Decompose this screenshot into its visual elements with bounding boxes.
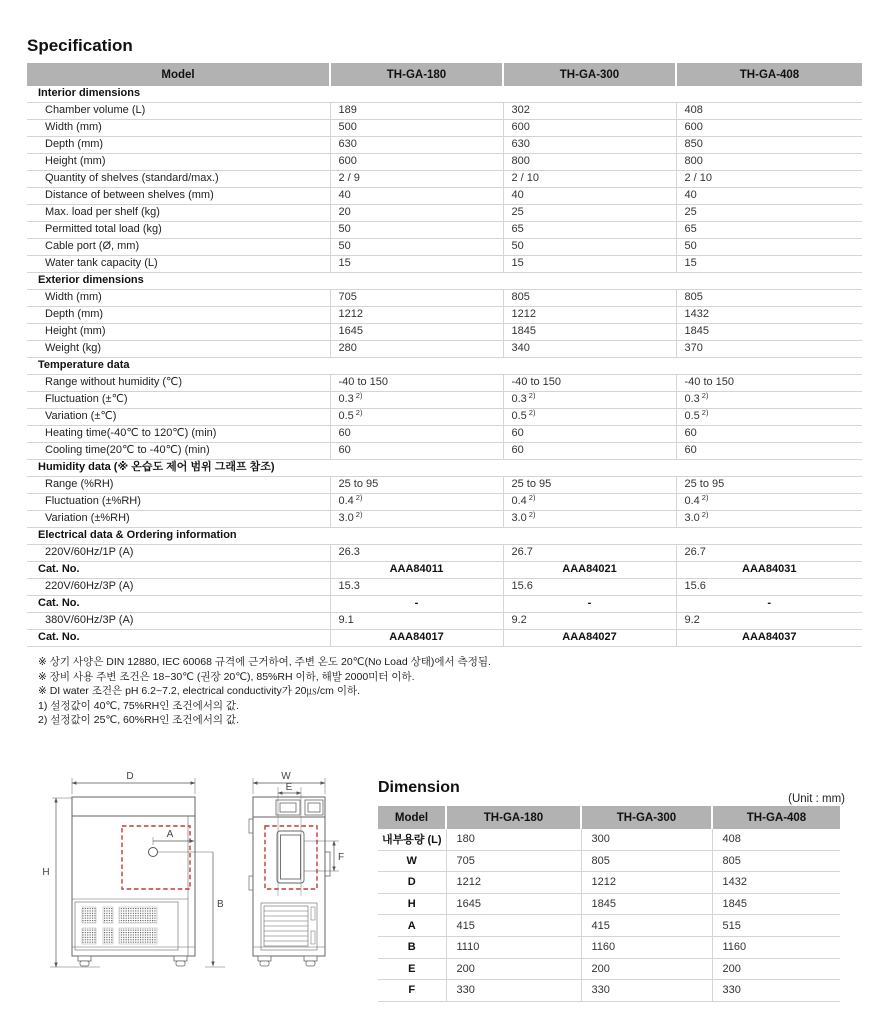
cell-value: 0.4 $^{2)}$	[676, 494, 862, 511]
spec-data-row	[27, 392, 862, 409]
footnote-ref: 2)	[528, 493, 536, 502]
spec-data-row	[27, 613, 862, 630]
cell-value: 1212	[503, 307, 676, 324]
cell-value: 705	[330, 290, 503, 307]
side-view-drawing	[72, 797, 195, 966]
cell-value: AAA84011	[330, 562, 503, 579]
cell-value: 3.0 $^{2)}$	[503, 511, 676, 528]
cell-value: 15.6	[676, 579, 862, 596]
cell-value: 3.0 $^{2)}$	[330, 511, 503, 528]
cell-value: -	[676, 596, 862, 613]
section-header: Temperature data	[27, 358, 862, 375]
cell-value: 1160	[581, 936, 712, 958]
cell-value: 630	[330, 137, 503, 154]
cell-value: 3.0 $^{2)}$	[676, 511, 862, 528]
cell-value: 50	[503, 239, 676, 256]
section-header: Exterior dimensions	[27, 273, 862, 290]
cell-value: 600	[330, 154, 503, 171]
cell-value: 280	[330, 341, 503, 358]
caster-feet	[258, 956, 317, 966]
row-label: B	[378, 936, 446, 958]
cell-value: 60	[330, 443, 503, 460]
spec-data-row	[27, 443, 862, 460]
row-label: Width (mm)	[27, 120, 330, 137]
row-label: Range (%RH)	[27, 477, 330, 494]
footnote-ref: 2)	[355, 391, 363, 400]
row-label: Depth (mm)	[27, 137, 330, 154]
spec-data-row	[27, 579, 862, 596]
cell-value: 1110	[446, 936, 581, 958]
cell-value: 0.3 $^{2)}$	[503, 392, 676, 409]
spec-data-row	[27, 409, 862, 426]
footnote-ref: 2)	[355, 493, 363, 502]
row-label: Cat. No.	[27, 630, 330, 647]
footnotes	[38, 655, 491, 728]
row-label: Height (mm)	[27, 154, 330, 171]
footnote-line: ※ DI water 조건은 pH 6.2~7.2, electrical conductivity가 20㎲/cm 이하.	[38, 685, 361, 698]
cell-value: 0.5 $^{2)}$	[503, 409, 676, 426]
spec-section-row	[27, 528, 862, 545]
footnote-line: 1) 설정값이 40℃, 75%RH인 조건에서의 값.	[38, 699, 239, 712]
row-label: 220V/60Hz/3P (A)	[27, 579, 330, 596]
row-label: Permitted total load (kg)	[27, 222, 330, 239]
row-label: Height (mm)	[27, 324, 330, 341]
spec-col-header-1: TH-GA-180	[330, 63, 503, 86]
specification-title: Specification	[27, 36, 133, 55]
cell-value: 60	[503, 426, 676, 443]
row-label: Variation (±%RH)	[27, 511, 330, 528]
cell-value: 800	[503, 154, 676, 171]
cell-value: 408	[712, 829, 840, 850]
cell-value: 60	[676, 426, 862, 443]
spec-table-header	[27, 63, 862, 86]
row-label: Max. load per shelf (kg)	[27, 205, 330, 222]
cell-value: 1212	[330, 307, 503, 324]
spec-data-row	[27, 120, 862, 137]
spec-section-row	[27, 358, 862, 375]
cell-value: 180	[446, 829, 581, 850]
cell-value: 65	[503, 222, 676, 239]
cell-value: AAA84021	[503, 562, 676, 579]
cell-value: 408	[676, 103, 862, 120]
cell-value: 0.3 $^{2)}$	[330, 392, 503, 409]
cell-value: 15	[330, 256, 503, 273]
cell-value: 65	[676, 222, 862, 239]
cell-value: 1845	[676, 324, 862, 341]
row-label: Fluctuation (±%RH)	[27, 494, 330, 511]
cell-value: 800	[676, 154, 862, 171]
spec-col-header-0: Model	[27, 63, 330, 86]
spec-data-row	[27, 222, 862, 239]
cell-value: 15	[503, 256, 676, 273]
footnote-ref: 2)	[528, 510, 536, 519]
footnote-ref: 2)	[355, 408, 363, 417]
row-label: 내부용량 (L)	[378, 829, 446, 850]
spec-data-row	[27, 307, 862, 324]
label-B: B	[217, 899, 224, 910]
section-header: Electrical data & Ordering information	[27, 528, 862, 545]
row-label: E	[378, 958, 446, 980]
dim-data-row	[378, 829, 840, 850]
cell-value: AAA84037	[676, 630, 862, 647]
row-label: Cat. No.	[27, 596, 330, 613]
door-handle	[325, 852, 330, 876]
cell-value: 200	[581, 958, 712, 980]
row-label: D	[378, 872, 446, 894]
spec-section-row	[27, 460, 862, 477]
row-label: H	[378, 893, 446, 915]
row-label: Heating time(-40℃ to 120℃) (min)	[27, 426, 330, 443]
cell-value: -40 to 150	[676, 375, 862, 392]
cell-value: 2 / 10	[676, 171, 862, 188]
dim-data-row	[378, 915, 840, 937]
cell-value: 50	[676, 239, 862, 256]
cell-value: 26.3	[330, 545, 503, 562]
row-label: Distance of between shelves (mm)	[27, 188, 330, 205]
unit-label: (Unit : mm)	[788, 793, 845, 805]
footnote-line: ※ 장비 사용 주변 조건은 18~30℃ (권장 20℃), 85%RH 이하, 해발 2000미터 이하.	[38, 670, 415, 683]
cell-value: 630	[503, 137, 676, 154]
spec-section-row	[27, 86, 862, 103]
dimension-diagram	[20, 764, 365, 979]
cell-value: 25 to 95	[330, 477, 503, 494]
cell-value: 25	[676, 205, 862, 222]
footnote-line: ※ 상기 사양은 DIN 12880, IEC 60068 규격에 근거하여, 주변 온도 20℃(No Load 상태)에서 측정됨.	[38, 656, 491, 668]
cell-value: 415	[446, 915, 581, 937]
row-label: Weight (kg)	[27, 341, 330, 358]
front-view-drawing	[249, 797, 330, 966]
spec-data-row	[27, 477, 862, 494]
label-E: E	[285, 782, 293, 793]
row-label: 380V/60Hz/3P (A)	[27, 613, 330, 630]
spec-cat-row	[27, 630, 862, 647]
label-D: D	[126, 771, 134, 782]
cell-value: 415	[581, 915, 712, 937]
row-label: Cable port (Ø, mm)	[27, 239, 330, 256]
cell-value: 705	[446, 850, 581, 872]
spec-data-row	[27, 137, 862, 154]
cell-value: 9.1	[330, 613, 503, 630]
footnote-ref: 2)	[701, 510, 709, 519]
dim-data-row	[378, 872, 840, 894]
label-A: A	[166, 829, 174, 840]
spec-data-row	[27, 375, 862, 392]
cell-value: 40	[503, 188, 676, 205]
spec-data-row	[27, 239, 862, 256]
spec-data-row	[27, 341, 862, 358]
cell-value: 1160	[712, 936, 840, 958]
footnote-ref: 2)	[528, 408, 536, 417]
cell-value: -40 to 150	[503, 375, 676, 392]
cell-value: 9.2	[676, 613, 862, 630]
cell-value: 0.5 $^{2)}$	[330, 409, 503, 426]
row-label: Fluctuation (±℃)	[27, 392, 330, 409]
row-label: Cooling time(20℃ to -40℃) (min)	[27, 443, 330, 460]
row-label: Variation (±℃)	[27, 409, 330, 426]
row-label: Chamber volume (L)	[27, 103, 330, 120]
section-header: Humidity data (※ 온습도 제어 범위 그래프 참조)	[27, 460, 862, 477]
cell-value: -	[503, 596, 676, 613]
cell-value: 300	[581, 829, 712, 850]
spec-data-row	[27, 188, 862, 205]
cell-value: 515	[712, 915, 840, 937]
caster-feet	[78, 956, 187, 966]
row-label: 220V/60Hz/1P (A)	[27, 545, 330, 562]
cell-value: 805	[712, 850, 840, 872]
cell-value: 0.3 $^{2)}$	[676, 392, 862, 409]
spec-data-row	[27, 426, 862, 443]
dim-table-header	[378, 806, 840, 829]
cell-value: 15.6	[503, 579, 676, 596]
cell-value: 50	[330, 239, 503, 256]
cell-value: 200	[446, 958, 581, 980]
cell-value: 1432	[676, 307, 862, 324]
cell-value: 0.4 $^{2)}$	[503, 494, 676, 511]
spec-data-row	[27, 494, 862, 511]
cell-value: 850	[676, 137, 862, 154]
cell-value: 25	[503, 205, 676, 222]
cell-value: 9.2	[503, 613, 676, 630]
cell-value: 1645	[446, 893, 581, 915]
label-H: H	[42, 867, 50, 878]
cell-value: 26.7	[676, 545, 862, 562]
cell-value: 40	[330, 188, 503, 205]
cell-value: 1212	[581, 872, 712, 894]
row-label: Quantity of shelves (standard/max.)	[27, 171, 330, 188]
row-label: Width (mm)	[27, 290, 330, 307]
cell-value: 200	[712, 958, 840, 980]
row-label: A	[378, 915, 446, 937]
spec-data-row	[27, 290, 862, 307]
footnote-ref: 2)	[528, 391, 536, 400]
footnote-ref: 2)	[701, 408, 709, 417]
spec-cat-row	[27, 562, 862, 579]
section-header: Interior dimensions	[27, 86, 862, 103]
spec-cat-row	[27, 596, 862, 613]
cell-value: 500	[330, 120, 503, 137]
spec-data-row	[27, 154, 862, 171]
label-W: W	[281, 771, 291, 782]
spec-data-row	[27, 324, 862, 341]
cell-value: 805	[503, 290, 676, 307]
dim-data-row	[378, 958, 840, 980]
cell-value: AAA84027	[503, 630, 676, 647]
cell-value: 20	[330, 205, 503, 222]
cell-value: 40	[676, 188, 862, 205]
row-label: F	[378, 980, 446, 1002]
cell-value: 805	[676, 290, 862, 307]
cell-value: 15	[676, 256, 862, 273]
row-label: Cat. No.	[27, 562, 330, 579]
dim-data-row	[378, 893, 840, 915]
cell-value: AAA84031	[676, 562, 862, 579]
row-label: Depth (mm)	[27, 307, 330, 324]
cell-value: 0.5 $^{2)}$	[676, 409, 862, 426]
row-label: W	[378, 850, 446, 872]
spec-section-row	[27, 273, 862, 290]
cell-value: 370	[676, 341, 862, 358]
spec-data-row	[27, 256, 862, 273]
dim-col-header-2: TH-GA-300	[581, 806, 712, 829]
row-label: Water tank capacity (L)	[27, 256, 330, 273]
cell-value: 15.3	[330, 579, 503, 596]
cell-value: 0.4 $^{2)}$	[330, 494, 503, 511]
spec-col-header-3: TH-GA-408	[676, 63, 862, 86]
footnote-ref: 2)	[701, 493, 709, 502]
spec-data-row	[27, 103, 862, 120]
cell-value: 600	[503, 120, 676, 137]
cell-value: 1432	[712, 872, 840, 894]
cell-value: 340	[503, 341, 676, 358]
footnote-ref: 2)	[355, 510, 363, 519]
cell-value: -40 to 150	[330, 375, 503, 392]
cell-value: 600	[676, 120, 862, 137]
cell-value: AAA84017	[330, 630, 503, 647]
dim-col-header-0: Model	[378, 806, 446, 829]
cell-value: 60	[330, 426, 503, 443]
cell-value: 1845	[581, 893, 712, 915]
spec-data-row	[27, 511, 862, 528]
spec-data-row	[27, 545, 862, 562]
cell-value: -	[330, 596, 503, 613]
cell-value: 330	[581, 980, 712, 1002]
cell-value: 330	[446, 980, 581, 1002]
cell-value: 1845	[503, 324, 676, 341]
cell-value: 1645	[330, 324, 503, 341]
cell-value: 60	[676, 443, 862, 460]
cell-value: 1212	[446, 872, 581, 894]
cell-value: 25 to 95	[676, 477, 862, 494]
cell-value: 2 / 9	[330, 171, 503, 188]
spec-data-row	[27, 205, 862, 222]
dimension-title: Dimension	[378, 779, 460, 796]
dim-data-row	[378, 980, 840, 1002]
cell-value: 1845	[712, 893, 840, 915]
spec-data-row	[27, 171, 862, 188]
cell-value: 60	[503, 443, 676, 460]
spec-col-header-2: TH-GA-300	[503, 63, 676, 86]
row-label: Range without humidity (℃)	[27, 375, 330, 392]
dim-data-row	[378, 936, 840, 958]
footnote-ref: 2)	[701, 391, 709, 400]
cell-value: 25 to 95	[503, 477, 676, 494]
cell-value: 330	[712, 980, 840, 1002]
dimension-table	[378, 806, 840, 1002]
label-F: F	[338, 852, 345, 863]
specification-table	[27, 63, 862, 647]
dim-data-row	[378, 850, 840, 872]
footnote-line: 2) 설정값이 25℃, 60%RH인 조건에서의 값.	[38, 714, 239, 727]
cell-value: 50	[330, 222, 503, 239]
dim-col-header-1: TH-GA-180	[446, 806, 581, 829]
cell-value: 302	[503, 103, 676, 120]
cell-value: 189	[330, 103, 503, 120]
dim-col-header-3: TH-GA-408	[712, 806, 840, 829]
cell-value: 26.7	[503, 545, 676, 562]
cell-value: 2 / 10	[503, 171, 676, 188]
cell-value: 805	[581, 850, 712, 872]
